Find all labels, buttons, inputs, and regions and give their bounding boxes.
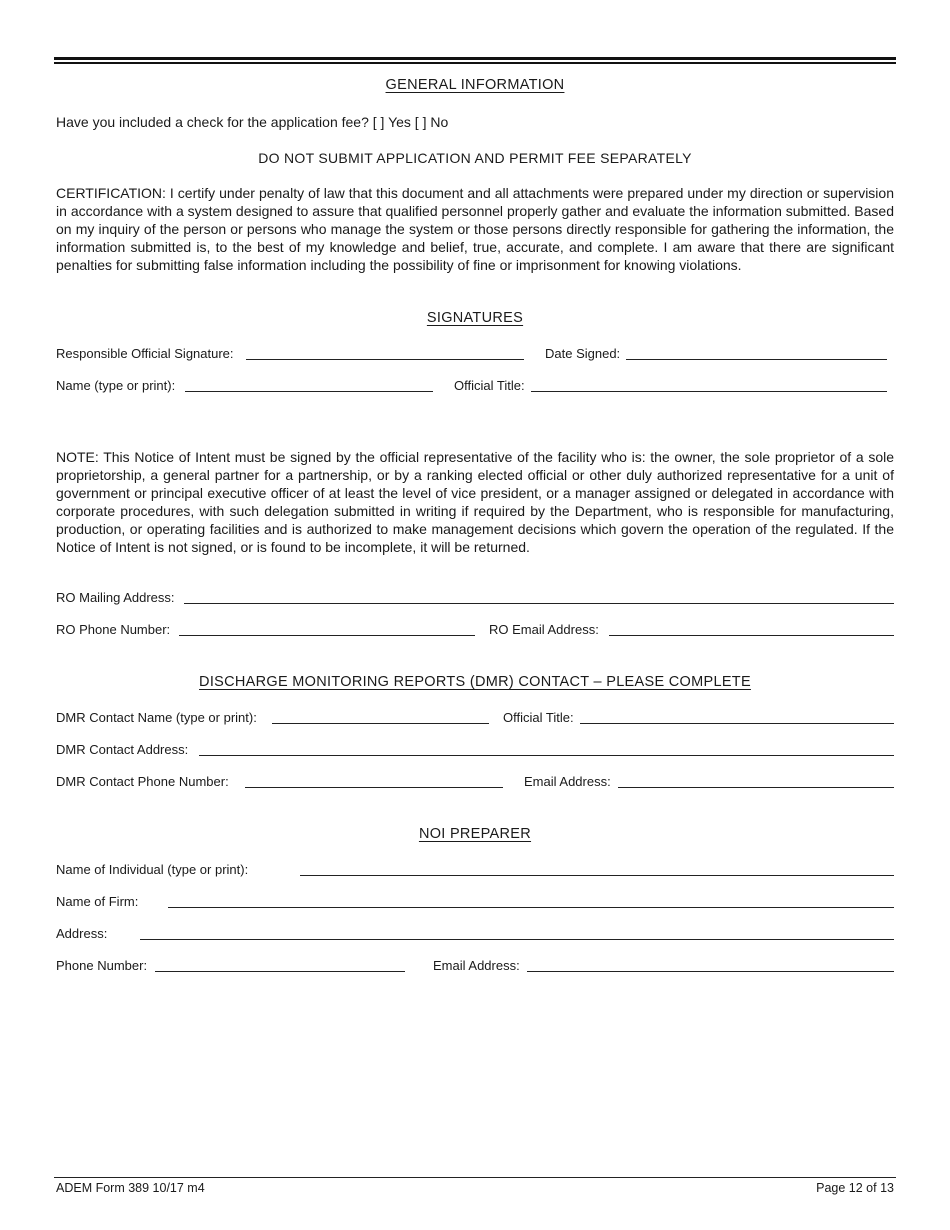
preparer-address-field[interactable] <box>140 939 894 940</box>
ro-phone-number-field[interactable] <box>179 635 475 636</box>
preparer-email-field[interactable] <box>527 971 894 972</box>
page-number: Page 12 of 13 <box>816 1181 894 1195</box>
preparer-individual-label: Name of Individual (type or print): <box>56 862 249 877</box>
ro-email-address-label: RO Email Address: <box>489 622 599 637</box>
general-information-heading-text: GENERAL INFORMATION <box>385 77 565 93</box>
ro-mailing-address-label: RO Mailing Address: <box>56 590 175 605</box>
noi-preparer-heading-text: NOI PREPARER <box>418 826 532 842</box>
dmr-contact-address-label: DMR Contact Address: <box>56 742 189 757</box>
ro-phone-number-label: RO Phone Number: <box>56 622 171 637</box>
dmr-email-address-field[interactable] <box>618 787 894 788</box>
certification-paragraph: CERTIFICATION: I certify under penalty of law that this document and all attachments were prepared under my direction or supervision in accordance with a system designed to assure that qualified personnel properly gather and evaluate the information submitted. Based on my inquiry of the person or persons who manage the system or those persons directly responsible for gathering the information, the information submitted is, to the best of my knowledge and belief, true, accurate, and complete. I am aware that there are significant penalties for submitting false information including the possibility of fine or imprisonment for knowing violations. <box>56 185 894 273</box>
preparer-individual-field[interactable] <box>300 875 894 876</box>
dmr-email-address-label: Email Address: <box>524 774 611 789</box>
official-title-field[interactable] <box>531 391 887 392</box>
preparer-firm-field[interactable] <box>168 907 894 908</box>
noi-preparer-heading <box>54 826 896 842</box>
ro-email-address-field[interactable] <box>609 635 894 636</box>
date-signed-field[interactable] <box>626 359 887 360</box>
dmr-contact-phone-label: DMR Contact Phone Number: <box>56 774 229 789</box>
dmr-contact-heading <box>54 674 896 690</box>
preparer-phone-label: Phone Number: <box>56 958 148 973</box>
footer-rule <box>54 1177 896 1178</box>
date-signed-label: Date Signed: <box>545 346 621 361</box>
dmr-contact-phone-field[interactable] <box>245 787 503 788</box>
signature-note-paragraph: NOTE: This Notice of Intent must be signed by the official representative of the facility who is: the owner, the sole proprietor of a sole proprietorship, a general partner for a partnership, or by a ranking elected official or other duly authorized representative for a unit of government or principal executive officer of at least the level of vice president, or a manager assigned or delegated in accordance with corporate procedures, with such delegation submitted in writing if required by the Department, who is responsible for manufacturing, production, or operating facilities and is authorized to make management decisions which govern the operation of the regulated. If the Notice of Intent is not signed, or is found to be incomplete, it will be returned. <box>56 449 894 555</box>
application-fee-question: Have you included a check for the application fee? [ ] Yes [ ] No <box>56 114 449 130</box>
preparer-address-label: Address: <box>56 926 108 941</box>
preparer-phone-field[interactable] <box>155 971 405 972</box>
form-identifier: ADEM Form 389 10/17 m4 <box>56 1181 205 1195</box>
top-rule-thin <box>54 62 896 64</box>
do-not-submit-notice: DO NOT SUBMIT APPLICATION AND PERMIT FEE SEPARATELY <box>258 150 692 166</box>
signer-name-label: Name (type or print): <box>56 378 176 393</box>
signatures-heading <box>54 310 896 326</box>
dmr-contact-address-field[interactable] <box>199 755 894 756</box>
preparer-email-label: Email Address: <box>433 958 520 973</box>
dmr-contact-name-field[interactable] <box>272 723 489 724</box>
signatures-heading-text: SIGNATURES <box>426 310 524 326</box>
top-rule-thick <box>54 57 896 60</box>
dmr-official-title-label: Official Title: <box>503 710 574 725</box>
general-information-heading <box>54 77 896 93</box>
dmr-official-title-field[interactable] <box>580 723 894 724</box>
preparer-firm-label: Name of Firm: <box>56 894 139 909</box>
ro-mailing-address-field[interactable] <box>184 603 894 604</box>
responsible-official-signature-label: Responsible Official Signature: <box>56 346 234 361</box>
dmr-contact-name-label: DMR Contact Name (type or print): <box>56 710 257 725</box>
signer-name-field[interactable] <box>185 391 433 392</box>
official-title-label: Official Title: <box>454 378 525 393</box>
dmr-contact-heading-text: DISCHARGE MONITORING REPORTS (DMR) CONTACT – PLEASE COMPLETE <box>199 674 751 690</box>
responsible-official-signature-field[interactable] <box>246 359 524 360</box>
